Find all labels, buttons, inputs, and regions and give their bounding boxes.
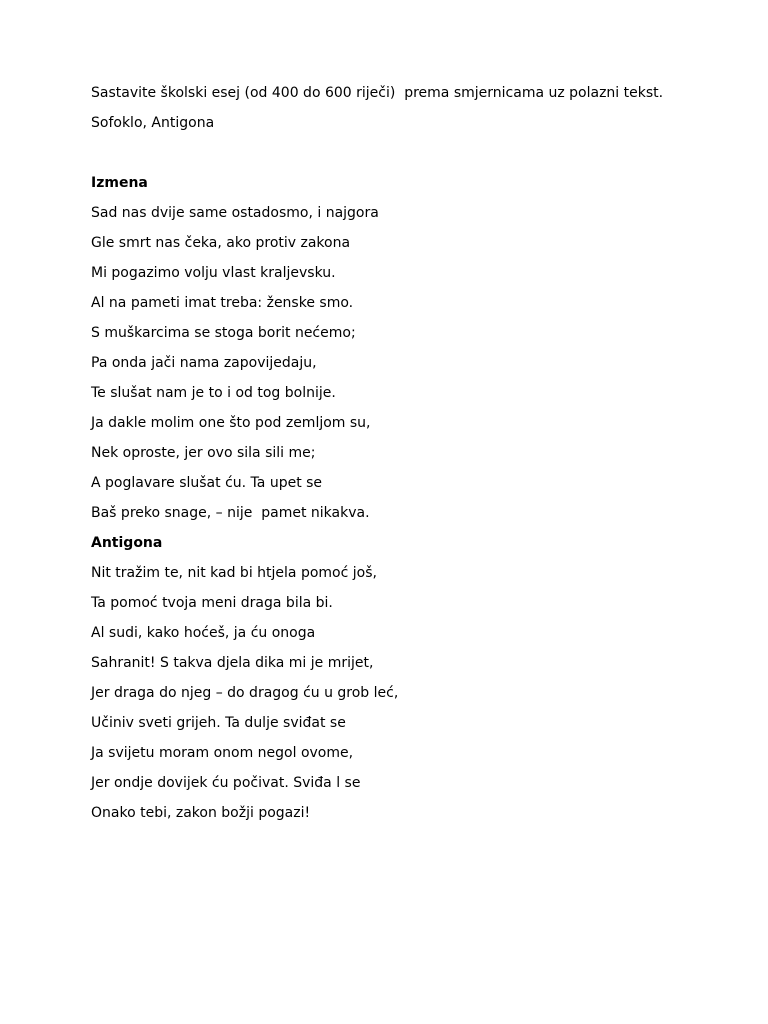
verse-line: Učiniv sveti grijeh. Ta dulje sviđat se bbox=[91, 715, 346, 731]
verse-line: Ja dakle molim one što pod zemljom su, bbox=[91, 415, 371, 431]
verse-line: Te slušat nam je to i od tog bolnije. bbox=[91, 385, 336, 401]
verse-line: A poglavare slušat ću. Ta upet se bbox=[91, 475, 323, 491]
essay-instruction: Sastavite školski esej (od 400 do 600 riječi) prema smjernicama uz polazni tekst. bbox=[91, 85, 664, 101]
source-reference: Sofoklo, Antigona bbox=[91, 115, 215, 131]
verse-line: Ja svijetu moram onom negol ovome, bbox=[91, 745, 354, 761]
verse-line: Nek oproste, jer ovo sila sili me; bbox=[91, 445, 316, 461]
verse-line: Pa onda jači nama zapovijedaju, bbox=[91, 355, 317, 371]
verse-line: Al sudi, kako hoćeš, ja ću onoga bbox=[91, 625, 316, 641]
verse-line: Gle smrt nas čeka, ako protiv zakona bbox=[91, 235, 351, 251]
verse-line: Nit tražim te, nit kad bi htjela pomoć još, bbox=[91, 565, 377, 581]
speaker-heading-antigona: Antigona bbox=[91, 535, 163, 551]
verse-line: Jer ondje dovijek ću počivat. Sviđa l se bbox=[91, 775, 361, 791]
verse-line: Mi pogazimo volju vlast kraljevsku. bbox=[91, 265, 336, 281]
verse-line: S muškarcima se stoga borit nećemo; bbox=[91, 325, 356, 341]
verse-line: Onako tebi, zakon božji pogazi! bbox=[91, 805, 311, 821]
verse-line: Baš preko snage, – nije pamet nikakva. bbox=[91, 505, 370, 521]
verse-line: Ta pomoć tvoja meni draga bila bi. bbox=[91, 595, 333, 611]
verse-line: Al na pameti imat treba: ženske smo. bbox=[91, 295, 354, 311]
verse-line: Sad nas dvije same ostadosmo, i najgora bbox=[91, 205, 379, 221]
verse-line: Jer draga do njeg – do dragog ću u grob leć, bbox=[91, 685, 399, 701]
speaker-heading-izmena: Izmena bbox=[91, 175, 148, 191]
verse-line: Sahranit! S takva djela dika mi je mrijet, bbox=[91, 655, 374, 671]
